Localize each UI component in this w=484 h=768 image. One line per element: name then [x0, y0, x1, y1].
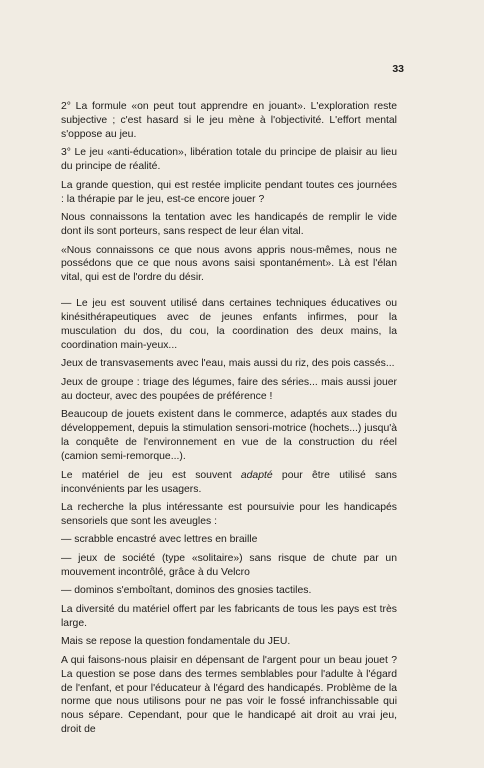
paragraph: — Le jeu est souvent utilisé dans certaines techniques éducatives ou kinésithérapeutiques avec de jeunes enfants infirmes, pour la musculation du dos, du cou, la coordination des deux mains, la coordination main-yeux...	[61, 298, 397, 351]
list-item: — scrabble encastré avec lettres en braille	[61, 534, 258, 546]
body-text	[61, 100, 397, 742]
list-item: — jeux de société (type «solitaire») sans risque de chute par un mouvement incontrôlé, grâce à du Velcro	[61, 552, 397, 578]
paragraph: 2° La formule «on peut tout apprendre en jouant». L'exploration reste subjective ; c'est hasard si le jeu mène à l'objectivité. L'effort mental s'oppose au jeu.	[61, 101, 397, 140]
paragraph: La recherche la plus intéressante est poursuivie pour les handicapés sensoriels que sont les aveugles :	[61, 502, 397, 527]
page-number: 33	[392, 63, 404, 75]
paragraph: Jeux de groupe : triage des légumes, faire des séries... mais aussi jouer au docteur, avec des poupées de préférence !	[61, 376, 397, 402]
paragraph: Beaucoup de jouets existent dans le commerce, adaptés aux stades du développement, depuis la stimulation sensori-motrice (hochets...) jusqu'à la conquête de l'environnement en vue de la construction du réel (camion semi-remorque...).	[61, 409, 397, 463]
paragraph: La grande question, qui est restée implicite pendant toutes ces journées : la thérapie par le jeu, est-ce encore jouer ?	[61, 179, 397, 205]
list-item: — dominos s'emboîtant, dominos des gnosies tactiles.	[61, 585, 312, 597]
paragraph: Nous connaissons la tentation avec les handicapés de remplir le vide dont ils sont porteurs, sans respect de leur élan vital.	[61, 212, 397, 238]
paragraph: La diversité du matériel offert par les fabricants de tous les pays est très large.	[61, 603, 397, 629]
paragraph: 3° Le jeu «anti-éducation», libération totale du principe de plaisir au lieu du principe de réalité.	[61, 147, 397, 173]
paragraph: Jeux de transvasements avec l'eau, mais aussi du riz, des pois cassés...	[61, 358, 395, 370]
paragraph: «Nous connaissons ce que nous avons appris nous-mêmes, nous ne possédons que ce que nous avons saisi spontanément». Là est l'élan vital, qui est de l'ordre du désir.	[61, 244, 397, 284]
italic-emphasis: adapté	[240, 469, 273, 481]
paragraph: Le matériel de jeu est souvent adapté pour être utilisé sans inconvénients par les usagers.	[61, 469, 397, 495]
paragraph: Mais se repose la question fondamentale du JEU.	[61, 636, 291, 648]
paragraph: A qui faisons-nous plaisir en dépensant de l'argent pour un beau jouet ? La question se pose dans des termes semblables pour l'adulte à l'égard de l'enfant, et pour l'éducateur à l'égard des handicapés. Problème de la norme que nous utilisons pour ne pas voir le fossé infranchissable qui nous sépare. Cependant, pour que le handicapé ait droit au vrai jeu, droit de	[61, 654, 397, 736]
